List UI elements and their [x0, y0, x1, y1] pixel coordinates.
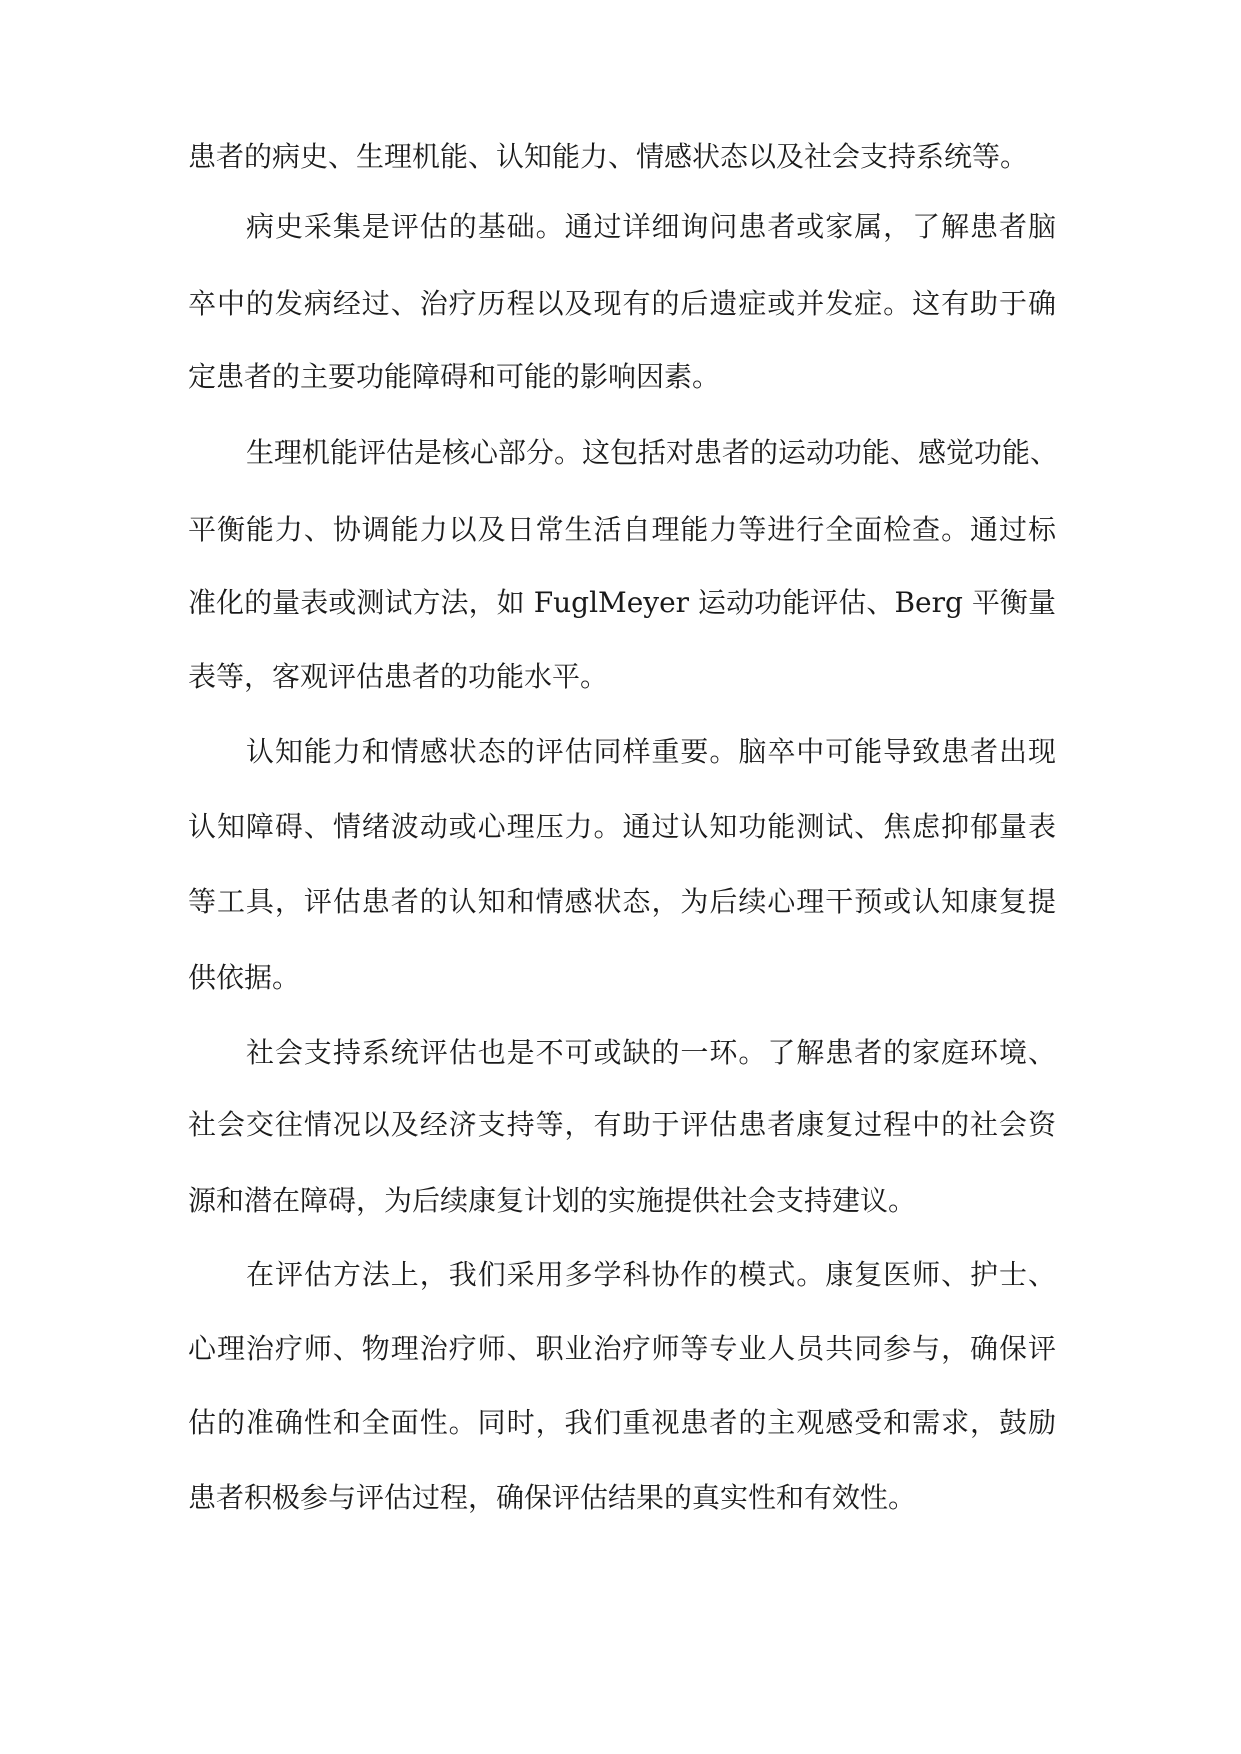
text-line: 患者积极参与评估过程，确保评估结果的真实性和有效性。: [188, 1481, 917, 1514]
paragraph-first-line: 认知能力和情感状态的评估同样重要。脑卒中可能导致患者出现: [246, 735, 1056, 768]
text-line: 卒中的发病经过、治疗历程以及现有的后遗症或并发症。这有助于确: [188, 287, 1056, 320]
text-line: 源和潜在障碍，为后续康复计划的实施提供社会支持建议。: [188, 1184, 917, 1217]
text-line: 等工具，评估患者的认知和情感状态，为后续心理干预或认知康复提: [188, 885, 1056, 918]
text-line: 准化的量表或测试方法，如 FuglMeyer 运动功能评估、Berg 平衡量: [188, 586, 1056, 619]
text-line: 患者的病史、生理机能、认知能力、情感状态以及社会支持系统等。: [188, 140, 1029, 173]
text-line: 估的准确性和全面性。同时，我们重视患者的主观感受和需求，鼓励: [188, 1406, 1056, 1439]
text-line: 表等，客观评估患者的功能水平。: [188, 660, 609, 693]
paragraph-first-line: 在评估方法上，我们采用多学科协作的模式。康复医师、护士、: [246, 1258, 1056, 1291]
paragraph-first-line: 病史采集是评估的基础。通过详细询问患者或家属，了解患者脑: [246, 210, 1056, 243]
text-line: 心理治疗师、物理治疗师、职业治疗师等专业人员共同参与，确保评: [188, 1332, 1056, 1365]
text-line: 认知障碍、情绪波动或心理压力。通过认知功能测试、焦虑抑郁量表: [188, 810, 1056, 843]
paragraph-first-line: 社会支持系统评估也是不可或缺的一环。了解患者的家庭环境、: [246, 1036, 1056, 1069]
text-line: 平衡能力、协调能力以及日常生活自理能力等进行全面检查。通过标: [188, 513, 1056, 546]
text-line: 社会交往情况以及经济支持等，有助于评估患者康复过程中的社会资: [188, 1108, 1056, 1141]
text-line: 供依据。: [188, 961, 301, 994]
paragraph-first-line: 生理机能评估是核心部分。这包括对患者的运动功能、感觉功能、: [246, 436, 1059, 469]
text-line: 定患者的主要功能障碍和可能的影响因素。: [188, 360, 721, 393]
